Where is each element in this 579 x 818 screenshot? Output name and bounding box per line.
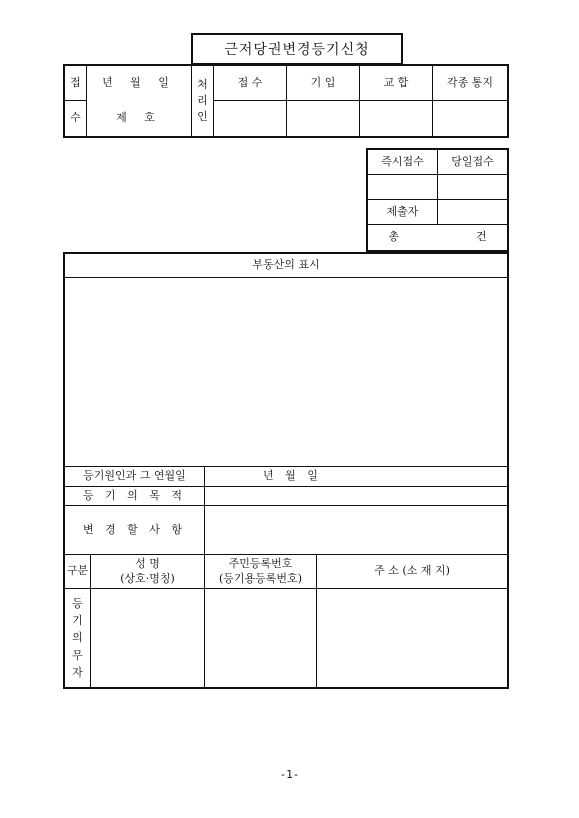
submitter-label: 제출자: [368, 200, 438, 225]
name-header: 성 명 (상호·명칭): [91, 555, 205, 589]
change-field[interactable]: [205, 506, 508, 555]
header-entry: 기 입: [287, 66, 360, 101]
category-header: 구분: [65, 555, 91, 589]
form-title: 근저당권변경등기신청: [191, 33, 403, 65]
cause-date-field[interactable]: 년 월 일: [205, 467, 508, 487]
process-label: 처 리 인: [192, 66, 214, 137]
immediate-receipt-cell[interactable]: [368, 175, 438, 200]
immediate-receipt-label: 즉시접수: [368, 150, 438, 175]
purpose-label: 등 기 의 목 적: [65, 487, 205, 506]
receipt-table: [64, 65, 508, 137]
count-unit-label: 건: [476, 230, 487, 244]
total-count-row: [368, 225, 508, 251]
submitter-cell[interactable]: [438, 200, 508, 225]
submission-table: [367, 149, 508, 251]
cell-receipt[interactable]: [214, 101, 287, 137]
id-number-header: 주민등록번호 (등기용등록번호): [205, 555, 317, 589]
change-label: 변 경 할 사 항: [65, 506, 205, 555]
obligor-label: 등 기 의 무 자: [65, 589, 91, 688]
property-description-area[interactable]: [65, 278, 508, 467]
header-receipt: 접 수: [214, 66, 287, 101]
cell-notice[interactable]: [433, 101, 508, 137]
obligor-address-field[interactable]: [317, 589, 508, 688]
purpose-field[interactable]: [205, 487, 508, 506]
obligor-name-field[interactable]: [91, 589, 205, 688]
application-table: [64, 253, 508, 688]
sameday-receipt-label: 당일접수: [438, 150, 508, 175]
total-label: 총: [388, 230, 399, 244]
receipt-date-label: 년 월 일: [87, 66, 192, 101]
receipt-number-label: 제 호: [87, 101, 192, 137]
cell-check[interactable]: [360, 101, 433, 137]
property-header: 부동산의 표시: [65, 254, 508, 278]
obligor-id-field[interactable]: [205, 589, 317, 688]
cause-label: 등기원인과 그 연월일: [65, 467, 205, 487]
sameday-receipt-cell[interactable]: [438, 175, 508, 200]
receipt-label-bottom: 수: [65, 101, 87, 137]
header-check: 교 합: [360, 66, 433, 101]
page-number: -1-: [279, 768, 300, 781]
header-notice: 각종 통지: [433, 66, 508, 101]
receipt-label-top: 접: [65, 66, 87, 101]
address-header: 주 소 (소 재 지): [317, 555, 508, 589]
cell-entry[interactable]: [287, 101, 360, 137]
